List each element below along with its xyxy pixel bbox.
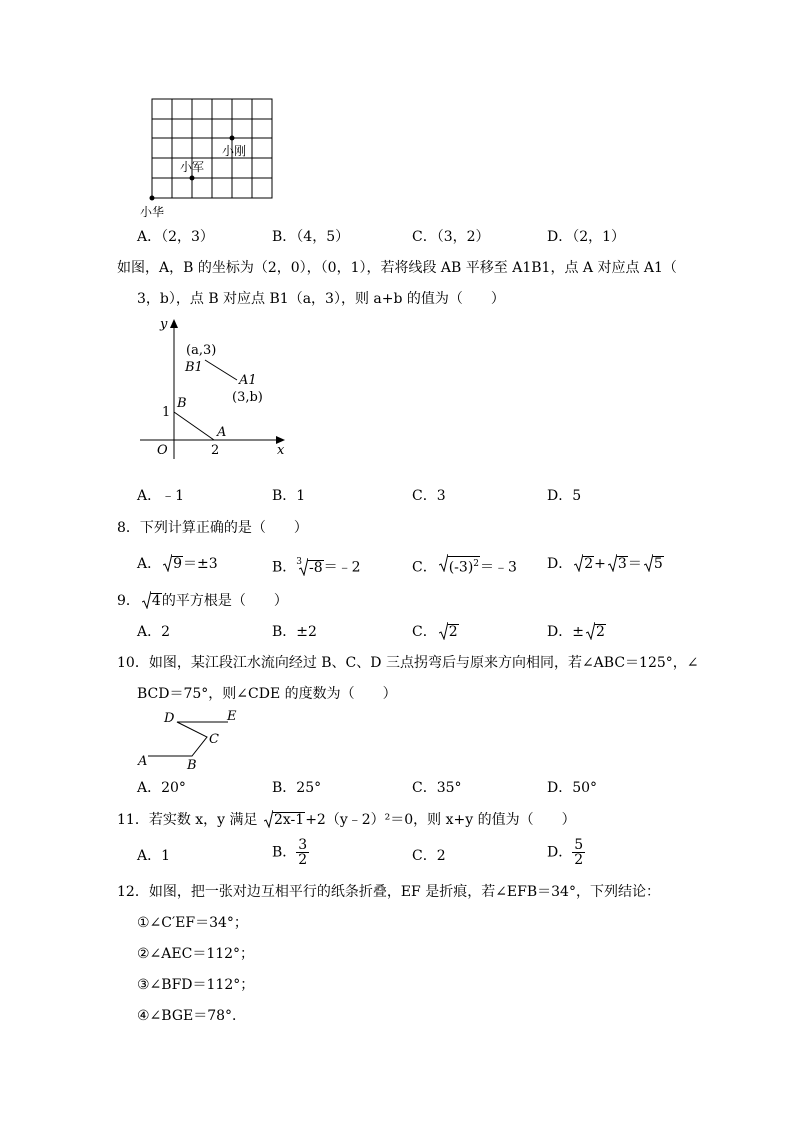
xiaogang-point xyxy=(230,136,235,141)
point-b-label: B xyxy=(177,396,187,411)
point-e-label: E xyxy=(227,709,237,724)
tick-1-label: 1 xyxy=(162,405,171,420)
q7-stem-line1: 如图，A，B 的坐标为（2，0），（0，1），若将线段 AB 平移至 A1B1，点 A 对应点 A1（ xyxy=(117,260,677,276)
q7-option-c[interactable]: C．3 xyxy=(412,488,446,504)
q10-option-d[interactable]: D．50° xyxy=(547,780,598,796)
x-axis-label: x xyxy=(277,443,285,458)
tick-2-label: 2 xyxy=(211,443,220,458)
point-b1-label: B1 xyxy=(185,360,203,375)
fraction: $\frac{3}{2}$ xyxy=(298,837,308,868)
q10-stem-line2: BCD＝75°，则∠CDE 的度数为（ ） xyxy=(137,686,397,702)
q9-option-d[interactable]: D．± 2 xyxy=(547,624,605,640)
q8-option-b[interactable]: B．$^3$ -8＝﹣2 xyxy=(272,557,361,576)
y-axis-arrow-icon xyxy=(170,319,178,328)
coord-a3-label: (a,3) xyxy=(186,343,217,358)
point-a-label: A xyxy=(138,754,148,769)
point-a1-label: A1 xyxy=(239,373,257,388)
point-b-label: B xyxy=(187,758,197,773)
q10-stem-line1: 10．如图，某江段江水流向经过 B、C、D 三点拐弯后与原来方向相同，若∠ABC＝125°，∠ xyxy=(117,655,699,671)
sqrt-symbol: 2 xyxy=(586,624,606,640)
q7-option-b[interactable]: B．1 xyxy=(272,488,306,504)
sqrt-symbol: 2 xyxy=(439,624,459,640)
xiaohua-label: 小华 xyxy=(140,205,165,219)
q10-option-c[interactable]: C．35° xyxy=(412,780,462,796)
q6-option-b[interactable]: B．（4，5） xyxy=(272,229,350,245)
sqrt-symbol: $(-3)^2$ xyxy=(439,556,480,576)
q10-river-figure xyxy=(135,705,255,775)
q12-conclusion-2: ②∠AEC＝112°； xyxy=(137,946,255,962)
q8-option-d[interactable]: D． 2+ 3＝ 5 xyxy=(547,556,663,572)
xiaojun-label: 小军 xyxy=(180,160,205,174)
q11-stem: 11．若实数 x，y 满足 2x-1+2（y﹣2）²＝0，则 x+y 的值为（ ） xyxy=(117,812,576,828)
q8-option-a[interactable]: A． 9＝±3 xyxy=(137,556,218,572)
sqrt-symbol: 4 xyxy=(142,593,162,609)
q11-option-c[interactable]: C．2 xyxy=(412,848,446,864)
q9-option-c[interactable]: C． 2 xyxy=(412,624,458,640)
q6-option-c[interactable]: C．（3，2） xyxy=(412,229,490,245)
q6-option-d[interactable]: D．（2，1） xyxy=(547,229,626,245)
q11-option-b[interactable]: B． $\frac{3}{2}$ xyxy=(272,837,308,868)
q11-option-d[interactable]: D． $\frac{5}{2}$ xyxy=(547,837,584,868)
q10-option-a[interactable]: A．20° xyxy=(137,780,186,796)
q7-option-a[interactable]: A．﹣1 xyxy=(137,488,185,504)
xiaojun-point xyxy=(190,176,195,181)
q12-conclusion-1: ①∠C′EF＝34°； xyxy=(137,915,248,931)
q7-stem-line2: 3，b），点 B 对应点 B1（a，3），则 a+b 的值为（ ） xyxy=(137,291,505,307)
q8-stem: 8．下列计算正确的是（ ） xyxy=(117,520,308,536)
q9-option-a[interactable]: A．2 xyxy=(137,624,171,640)
y-axis-label: y xyxy=(160,317,168,332)
cube-root-symbol: -8 xyxy=(299,560,324,576)
q11-option-a[interactable]: A．1 xyxy=(137,848,171,864)
xiaohua-point xyxy=(150,196,155,201)
q12-stem: 12．如图，把一张对边互相平行的纸条折叠，EF 是折痕，若∠EFB＝34°，下列结论： xyxy=(117,884,660,900)
sqrt-symbol: 3 xyxy=(608,556,628,572)
q6-grid-figure xyxy=(130,92,290,222)
q7-coordinate-figure xyxy=(135,314,295,464)
q12-conclusion-3: ③∠BFD＝112°； xyxy=(137,977,255,993)
q12-conclusion-4: ④∠BGE＝78°． xyxy=(137,1008,247,1024)
point-a-label: A xyxy=(217,425,227,440)
sqrt-symbol: 2 xyxy=(574,556,594,572)
origin-label: O xyxy=(157,443,168,458)
q9-option-b[interactable]: B．±2 xyxy=(272,624,317,640)
point-c-label: C xyxy=(209,732,219,747)
q8-option-c[interactable]: C． $(-3)^2=﹣3$ xyxy=(412,556,517,576)
q9-stem: 9． 4的平方根是（ ） xyxy=(117,593,288,609)
xiaogang-label: 小刚 xyxy=(222,144,247,158)
point-d-label: D xyxy=(164,711,175,726)
sqrt-symbol: 2x-1 xyxy=(264,812,305,828)
coord-3b-label: (3,b) xyxy=(232,390,263,405)
q10-option-b[interactable]: B．25° xyxy=(272,780,322,796)
q6-option-a[interactable]: A．（2，3） xyxy=(137,229,214,245)
sqrt-symbol: 9 xyxy=(163,556,183,572)
sqrt-symbol: 5 xyxy=(644,556,664,572)
q7-option-d[interactable]: D．5 xyxy=(547,488,582,504)
fraction: $\frac{5}{2}$ xyxy=(574,837,584,868)
